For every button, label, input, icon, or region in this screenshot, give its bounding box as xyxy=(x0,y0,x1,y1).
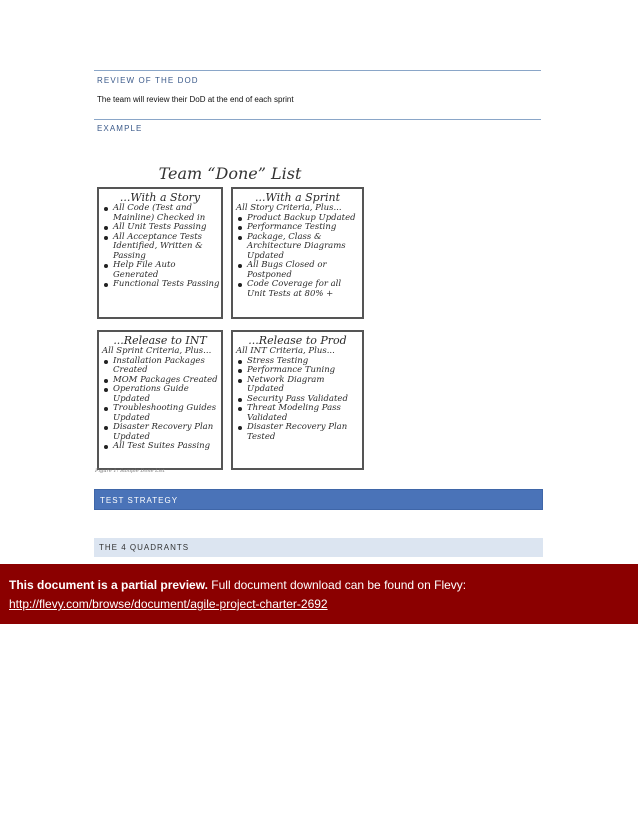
review-body: The team will review their DoD at the end of each sprint xyxy=(97,95,294,104)
box-item: Performance Testing xyxy=(247,223,362,233)
box-subheading: All INT Criteria, Plus... xyxy=(236,346,335,356)
box-item: Help File Auto Generated xyxy=(113,261,221,280)
box-item: Stress Testing xyxy=(247,357,362,367)
box-item: Disaster Recovery Plan Updated xyxy=(113,423,221,442)
box-item: All Bugs Closed or Postponed xyxy=(247,261,362,280)
example-heading: EXAMPLE xyxy=(97,124,143,133)
banner-rest: Full document download can be found on Flevy: xyxy=(207,578,467,592)
box-item: Network Diagram Updated xyxy=(247,376,362,395)
box-item: Performance Tuning xyxy=(247,366,362,376)
box-item: Disaster Recovery Plan Tested xyxy=(247,423,362,442)
box-item: Product Backup Updated xyxy=(247,214,362,224)
box-item: All Code (Test and Mainline) Checked in xyxy=(113,204,221,223)
figure-caption: Figure 1: Sample Done List xyxy=(95,468,165,474)
box-item: Threat Modeling Pass Validated xyxy=(247,404,362,423)
box-subheading: All Story Criteria, Plus... xyxy=(236,203,342,213)
box-sprint xyxy=(231,187,364,319)
box-list xyxy=(233,214,362,300)
box-heading: ...With a Story xyxy=(119,191,201,204)
quadrants-heading: THE 4 QUADRANTS xyxy=(99,543,190,552)
done-list-figure xyxy=(95,160,365,480)
box-item: All Acceptance Tests Identified, Written & Passing xyxy=(113,233,221,262)
banner-link[interactable]: http://flevy.com/browse/document/agile-project-charter-2692 xyxy=(9,597,328,611)
box-item: Installation Packages Created xyxy=(113,357,221,376)
box-item: Troubleshooting Guides Updated xyxy=(113,404,221,423)
box-item: MOM Packages Created xyxy=(113,376,221,386)
box-list xyxy=(99,204,221,290)
box-item: All Unit Tests Passing xyxy=(113,223,221,233)
top-rule xyxy=(94,70,541,71)
box-item: Package, Class & Architecture Diagrams Updated xyxy=(247,233,362,262)
preview-banner xyxy=(0,564,638,624)
box-list xyxy=(99,357,221,452)
box-item: Security Pass Validated xyxy=(247,395,362,405)
box-heading: ...Release to Prod xyxy=(248,334,347,347)
box-story xyxy=(97,187,223,319)
box-subheading: All Sprint Criteria, Plus... xyxy=(102,346,212,356)
box-release-int xyxy=(97,330,223,470)
banner-message xyxy=(9,578,466,592)
test-strategy-heading: TEST STRATEGY xyxy=(100,496,179,505)
quadrants-bar xyxy=(94,538,543,557)
box-heading: ...With a Sprint xyxy=(254,191,341,204)
box-heading: ...Release to INT xyxy=(113,334,207,347)
example-rule xyxy=(94,119,541,120)
box-item: All Test Suites Passing xyxy=(113,442,221,452)
review-heading: REVIEW OF THE DOD xyxy=(97,76,199,85)
box-item: Operations Guide Updated xyxy=(113,385,221,404)
banner-bold: This document is a partial preview. xyxy=(9,578,208,592)
test-strategy-bar xyxy=(94,489,543,510)
box-list xyxy=(233,357,362,443)
box-item: Code Coverage for all Unit Tests at 80% + xyxy=(247,280,362,299)
box-item: Functional Tests Passing xyxy=(113,279,220,289)
box-release-prod xyxy=(231,330,364,470)
figure-title: Team “Done” List xyxy=(158,164,302,183)
